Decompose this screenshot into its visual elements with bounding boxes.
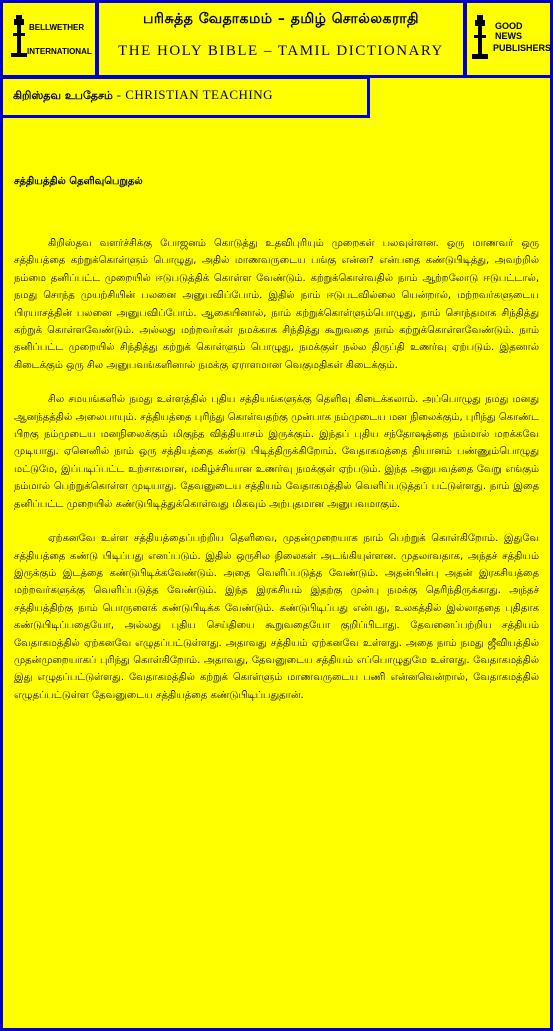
section-heading-tamil: கிறிஸ்தவ உபதேசம் <box>13 89 113 102</box>
logo-left-line-1: BELLWETHER <box>29 23 85 32</box>
logo-right-box <box>464 0 553 78</box>
article-title: சத்தியத்தில் தெளிவுபெறுதல் <box>14 176 143 187</box>
section-heading-english: CHRISTIAN TEACHING <box>125 87 274 102</box>
article-body <box>14 235 539 721</box>
section-heading <box>13 87 273 104</box>
logo-left-box <box>0 0 98 78</box>
paragraph-2: சில சமயங்களில் நமது உள்ளத்தில் புதிய சத்தியங்களுக்கு தெளிவு கிடைக்கலாம். அப்பொழுது நமது மனது ஆனந்தத்தில் அலைபாயும். சத்தியத்தை புரிந்து கொள்வதற்கு முன்பாக நம்முடைய மன நிலைக்கும், புரிந்து கொண்ட பிறகு நம்முடைய மனநிலைக்கும் மிகுந்த வித்தியாசம் இருக்கும். இந்தப் புதிய சந்தோஷத்தை நம்மால் மறக்கவே முடியாது. ஏனெனில் நாம் ஒரு சத்தியத்தை கண்டு பிடித்திருக்கிறோம். வேதாகமத்தை தியானம் பண்ணும்பொழுது மட்டுமே, இப்படிப்பட்ட உற்சாகமான, மகிழ்ச்சியான உணர்வு நமக்குள் ஏற்படும். இந்த அனுபவத்தை வேறு எங்கும் நம்மால் பெற்றுக்கொள்ள முடியாது. தேவனுடைய சத்தியம் வேதாகமத்தில் வெளிப்படுத்தப் பட்டுள்ளது. நாம் இதை தனிப்பட்ட முறையில் கண்டுபிடித்துக்கொள்வது மிகவும் அற்புதமான அனுபவமாகும். <box>14 394 539 510</box>
logo-left-line-2: INTERNATIONAL <box>27 47 92 56</box>
section-heading-separator: - <box>112 87 126 102</box>
title-box <box>96 0 466 78</box>
dictionary-title-tamil: பரிசுத்த வேதாகமம் – தமிழ் சொல்லகராதி <box>143 11 419 27</box>
logo-right-line-2: PUBLISHERS <box>493 43 552 53</box>
paragraph-3: ஏற்கனவே உள்ள சத்தியத்தைப்பற்றிய தெளிவை, முதன்முறையாக நாம் பெற்றுக் கொள்கிறோம். இதுவே சத்தியத்தை கண்டு பிடிப்பது எனப்படும். இதில் ஒருசில நிலைகள் அடங்கியுள்ளன. முதலாவதாக, அந்தச் சத்தியம் இருக்கும் இடத்தை கண்டுபிடிக்கவேண்டும். அதை வெளிப்படுத்த வேண்டும். அதன்பின்பு அதன் இரகசியத்தை மற்றவர்களுக்கு வெளிப்படுத்த வேண்டும். இந்த இரகசியம் இதற்கு முன்பு நமக்கு தெரிந்திருக்காது. அந்தச் சத்தியத்திற்கு நாம் பொருளைக் கண்டுபிடிக்க வேண்டும். கண்டுபிடிப்பது என்பது, உலகத்தில் இல்லாததை புதிதாக கண்டுபிடிப்பதையோ, அல்லது புதிய செய்தியை கூறுவதையோ குறிப்பிடாது. தேவனைப்பற்றிய சத்தியம் வேதாகமத்தில் ஏற்கனவே எழுதப்பட்டுள்ளது. அதாவது சத்தியம் ஏற்கனவே உள்ளது. அதை நாம் நமது ஜீவியத்தில் முதன்முறையாகப் புரிந்து கொள்கிறோம். அதாவது, தேவனுடைய சத்தியம் எப்பொழுதுமே உள்ளது. வேதாகமத்தில் இது எழுதப்பட்டுள்ளது. வேதாகமத்தில் கற்றுக் கொள்ளும் மாணவருடைய பணி என்னவென்றால், வேதாகமத்தில் எழுதப்பட்டுள்ள தேவனுடைய சத்தியத்தை கண்டுபிடிப்பதுதான். <box>14 533 539 701</box>
dictionary-title-english: THE HOLY BIBLE – TAMIL DICTIONARY <box>118 43 444 59</box>
paragraph-1: கிறிஸ்தவ வளர்ச்சிக்கு போஜனம் கொடுத்து உதவிபுரியும் முறைகள் பலவுள்ளன. ஒரு மாணவர் ஒரு சத்தியத்தை கற்றுக்கொள்ளும் பொழுது, அதில் மாணவருடைய பங்கு என்ன? என்பதை கண்டுபிடித்து, அவற்றில் நம்மை தனிப்பட்ட முறையில் ஈடுபடுத்திக் கொள்ள வேண்டும். கற்றுக்கொள்வதில் நாம் ஆற்றலோடு ஈடுபட்டால், நமது சொந்த முயற்சியின் பலனை அனுபவிப்போம். இதில் நாம் ஈடுபடவில்லை யென்றால், மற்றவர்களுடைய பிரயாசத்தின் பலனை அனுபவிப்போம். ஆகையினால், நாம் கற்றுக்கொள்ளும்பொழுது, நாம் சொந்தமாக சிந்தித்து கற்றுக் கொள்ளவேண்டும். அல்லது மற்றவர்கள் நமக்காக சிந்தித்து கூறுவதை நாம் கற்றுக்கொள்ளவேண்டும். நாம் தனிப்பட்ட முறையில் சிந்தித்து கற்றுக் கொள்ளும் பொழுது, நமக்குள் நல்ல திருப்தி உணர்வு ஏற்படும். இதனால் கிடைக்கும் ஒரு சில அனுபவங்களினால் நமக்கு ஏராளமான வெகுமதிகள் கிடைக்கும். <box>14 238 540 371</box>
bellwether-logo-icon <box>3 3 95 75</box>
logo-right-line-1: GOOD NEWS <box>495 21 523 41</box>
section-heading-box <box>0 76 370 118</box>
